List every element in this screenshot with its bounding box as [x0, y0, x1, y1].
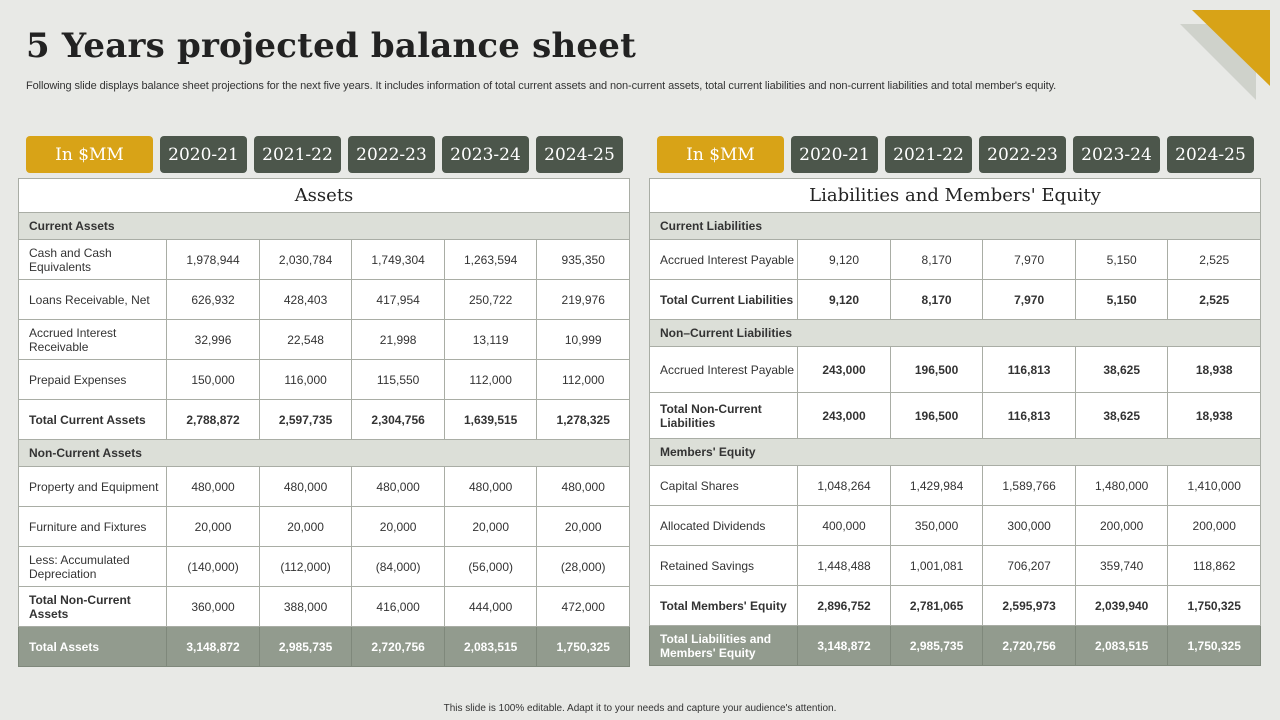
- value-cell: 5,150: [1075, 280, 1168, 320]
- table-row: [19, 587, 630, 627]
- value-cell: 250,722: [444, 280, 537, 320]
- value-cell: 400,000: [798, 506, 891, 546]
- section-heading: Non-Current Assets: [19, 440, 630, 467]
- grand-total-value: 2,985,735: [259, 627, 352, 667]
- year-header: 2024-25: [1167, 136, 1254, 173]
- value-cell: 18,938: [1168, 393, 1261, 439]
- table-row: [650, 280, 1261, 320]
- value-cell: 300,000: [983, 506, 1076, 546]
- value-cell: 112,000: [537, 360, 630, 400]
- value-cell: 7,970: [983, 280, 1076, 320]
- value-cell: 116,000: [259, 360, 352, 400]
- grand-total-value: 3,148,872: [167, 627, 260, 667]
- value-cell: 2,788,872: [167, 400, 260, 440]
- value-cell: 2,597,735: [259, 400, 352, 440]
- value-cell: 935,350: [537, 240, 630, 280]
- value-cell: 21,998: [352, 320, 445, 360]
- value-cell: 472,000: [537, 587, 630, 627]
- value-cell: (84,000): [352, 547, 445, 587]
- value-cell: 8,170: [890, 240, 983, 280]
- grand-total-row: [650, 626, 1261, 666]
- value-cell: 2,525: [1168, 240, 1261, 280]
- row-label: Property and Equipment: [19, 467, 167, 507]
- value-cell: 1,589,766: [983, 466, 1076, 506]
- liabilities-table: [649, 178, 1261, 666]
- value-cell: 9,120: [798, 280, 891, 320]
- value-cell: 1,750,325: [1168, 586, 1261, 626]
- value-cell: 243,000: [798, 347, 891, 393]
- table-caption-row: [650, 179, 1261, 213]
- value-cell: 5,150: [1075, 240, 1168, 280]
- year-header: 2021-22: [885, 136, 972, 173]
- row-label: Loans Receivable, Net: [19, 280, 167, 320]
- table-row: [650, 347, 1261, 393]
- value-cell: 13,119: [444, 320, 537, 360]
- value-cell: (112,000): [259, 547, 352, 587]
- section-row: [650, 439, 1261, 466]
- year-header: 2020-21: [160, 136, 247, 173]
- value-cell: 22,548: [259, 320, 352, 360]
- section-heading: Non–Current Liabilities: [650, 320, 1261, 347]
- grand-total-value: 1,750,325: [1168, 626, 1261, 666]
- value-cell: 20,000: [444, 507, 537, 547]
- value-cell: 8,170: [890, 280, 983, 320]
- value-cell: 2,304,756: [352, 400, 445, 440]
- table-row: [19, 467, 630, 507]
- value-cell: 360,000: [167, 587, 260, 627]
- year-header: 2021-22: [254, 136, 341, 173]
- grand-total-value: 2,720,756: [983, 626, 1076, 666]
- section-row: [19, 213, 630, 240]
- value-cell: 480,000: [444, 467, 537, 507]
- value-cell: 116,813: [983, 393, 1076, 439]
- value-cell: 200,000: [1168, 506, 1261, 546]
- table-row: [650, 586, 1261, 626]
- grand-total-label: Total Assets: [19, 627, 167, 667]
- section-heading: Members' Equity: [650, 439, 1261, 466]
- value-cell: 1,263,594: [444, 240, 537, 280]
- table-row: [19, 360, 630, 400]
- value-cell: 243,000: [798, 393, 891, 439]
- value-cell: 200,000: [1075, 506, 1168, 546]
- table-row: [19, 240, 630, 280]
- liabilities-panel: [649, 136, 1261, 666]
- value-cell: 2,595,973: [983, 586, 1076, 626]
- value-cell: (28,000): [537, 547, 630, 587]
- grand-total-value: 3,148,872: [798, 626, 891, 666]
- value-cell: 18,938: [1168, 347, 1261, 393]
- year-header: 2022-23: [348, 136, 435, 173]
- row-label: Total Non-Current Liabilities: [650, 393, 798, 439]
- year-header: 2023-24: [1073, 136, 1160, 173]
- row-label: Capital Shares: [650, 466, 798, 506]
- table-row: [650, 466, 1261, 506]
- table-caption: Liabilities and Members' Equity: [650, 179, 1261, 213]
- grand-total-value: 2,985,735: [890, 626, 983, 666]
- value-cell: 350,000: [890, 506, 983, 546]
- table-row: [650, 240, 1261, 280]
- value-cell: 480,000: [259, 467, 352, 507]
- year-header: 2022-23: [979, 136, 1066, 173]
- unit-label: In $MM: [657, 136, 784, 173]
- value-cell: (56,000): [444, 547, 537, 587]
- value-cell: 118,862: [1168, 546, 1261, 586]
- value-cell: 150,000: [167, 360, 260, 400]
- table-row: [650, 506, 1261, 546]
- value-cell: 428,403: [259, 280, 352, 320]
- value-cell: 1,001,081: [890, 546, 983, 586]
- row-label: Less: Accumulated Depreciation: [19, 547, 167, 587]
- value-cell: 38,625: [1075, 393, 1168, 439]
- value-cell: 7,970: [983, 240, 1076, 280]
- value-cell: (140,000): [167, 547, 260, 587]
- table-row: [650, 393, 1261, 439]
- table-row: [19, 320, 630, 360]
- value-cell: 10,999: [537, 320, 630, 360]
- row-label: Furniture and Fixtures: [19, 507, 167, 547]
- value-cell: 388,000: [259, 587, 352, 627]
- table-row: [19, 507, 630, 547]
- value-cell: 444,000: [444, 587, 537, 627]
- section-heading: Current Assets: [19, 213, 630, 240]
- value-cell: 32,996: [167, 320, 260, 360]
- grand-total-value: 2,083,515: [1075, 626, 1168, 666]
- row-label: Cash and Cash Equivalents: [19, 240, 167, 280]
- year-header: 2024-25: [536, 136, 623, 173]
- value-cell: 1,448,488: [798, 546, 891, 586]
- section-row: [650, 213, 1261, 240]
- value-cell: 1,480,000: [1075, 466, 1168, 506]
- value-cell: 116,813: [983, 347, 1076, 393]
- value-cell: 1,048,264: [798, 466, 891, 506]
- value-cell: 20,000: [537, 507, 630, 547]
- row-label: Accrued Interest Receivable: [19, 320, 167, 360]
- grand-total-value: 2,720,756: [352, 627, 445, 667]
- table-row: [19, 400, 630, 440]
- value-cell: 2,030,784: [259, 240, 352, 280]
- table-caption: Assets: [19, 179, 630, 213]
- value-cell: 20,000: [352, 507, 445, 547]
- row-label: Total Current Assets: [19, 400, 167, 440]
- value-cell: 2,781,065: [890, 586, 983, 626]
- page-title: 5 Years projected balance sheet: [26, 26, 636, 66]
- value-cell: 196,500: [890, 393, 983, 439]
- value-cell: 115,550: [352, 360, 445, 400]
- value-cell: 2,039,940: [1075, 586, 1168, 626]
- value-cell: 2,525: [1168, 280, 1261, 320]
- unit-label: In $MM: [26, 136, 153, 173]
- value-cell: 196,500: [890, 347, 983, 393]
- assets-header-row: [18, 136, 630, 173]
- table-row: [19, 547, 630, 587]
- row-label: Accrued Interest Payable: [650, 347, 798, 393]
- value-cell: 112,000: [444, 360, 537, 400]
- row-label: Allocated Dividends: [650, 506, 798, 546]
- value-cell: 480,000: [537, 467, 630, 507]
- value-cell: 219,976: [537, 280, 630, 320]
- value-cell: 626,932: [167, 280, 260, 320]
- grand-total-value: 2,083,515: [444, 627, 537, 667]
- footer-note: This slide is 100% editable. Adapt it to your needs and capture your audience's attention.: [443, 703, 837, 714]
- value-cell: 1,639,515: [444, 400, 537, 440]
- value-cell: 359,740: [1075, 546, 1168, 586]
- table-caption-row: [19, 179, 630, 213]
- row-label: Accrued Interest Payable: [650, 240, 798, 280]
- liabilities-header-row: [649, 136, 1261, 173]
- value-cell: 20,000: [167, 507, 260, 547]
- table-row: [650, 546, 1261, 586]
- table-row: [19, 280, 630, 320]
- value-cell: 1,429,984: [890, 466, 983, 506]
- value-cell: 417,954: [352, 280, 445, 320]
- row-label: Retained Savings: [650, 546, 798, 586]
- value-cell: 1,410,000: [1168, 466, 1261, 506]
- section-row: [19, 440, 630, 467]
- assets-panel: [18, 136, 630, 667]
- row-label: Total Non-Current Assets: [19, 587, 167, 627]
- value-cell: 1,278,325: [537, 400, 630, 440]
- section-row: [650, 320, 1261, 347]
- value-cell: 416,000: [352, 587, 445, 627]
- row-label: Total Current Liabilities: [650, 280, 798, 320]
- value-cell: 706,207: [983, 546, 1076, 586]
- value-cell: 480,000: [167, 467, 260, 507]
- year-header: 2023-24: [442, 136, 529, 173]
- value-cell: 1,749,304: [352, 240, 445, 280]
- grand-total-row: [19, 627, 630, 667]
- page-subtitle: Following slide displays balance sheet projections for the next five years. It includes information of total current assets and non-current assets, total current liabilities and non-current liabilities and total member's equity.: [26, 80, 1057, 92]
- value-cell: 480,000: [352, 467, 445, 507]
- value-cell: 20,000: [259, 507, 352, 547]
- year-header: 2020-21: [791, 136, 878, 173]
- row-label: Prepaid Expenses: [19, 360, 167, 400]
- grand-total-value: 1,750,325: [537, 627, 630, 667]
- value-cell: 1,978,944: [167, 240, 260, 280]
- value-cell: 2,896,752: [798, 586, 891, 626]
- assets-table: [18, 178, 630, 667]
- value-cell: 9,120: [798, 240, 891, 280]
- value-cell: 38,625: [1075, 347, 1168, 393]
- grand-total-label: Total Liabilities and Members' Equity: [650, 626, 798, 666]
- section-heading: Current Liabilities: [650, 213, 1261, 240]
- row-label: Total Members' Equity: [650, 586, 798, 626]
